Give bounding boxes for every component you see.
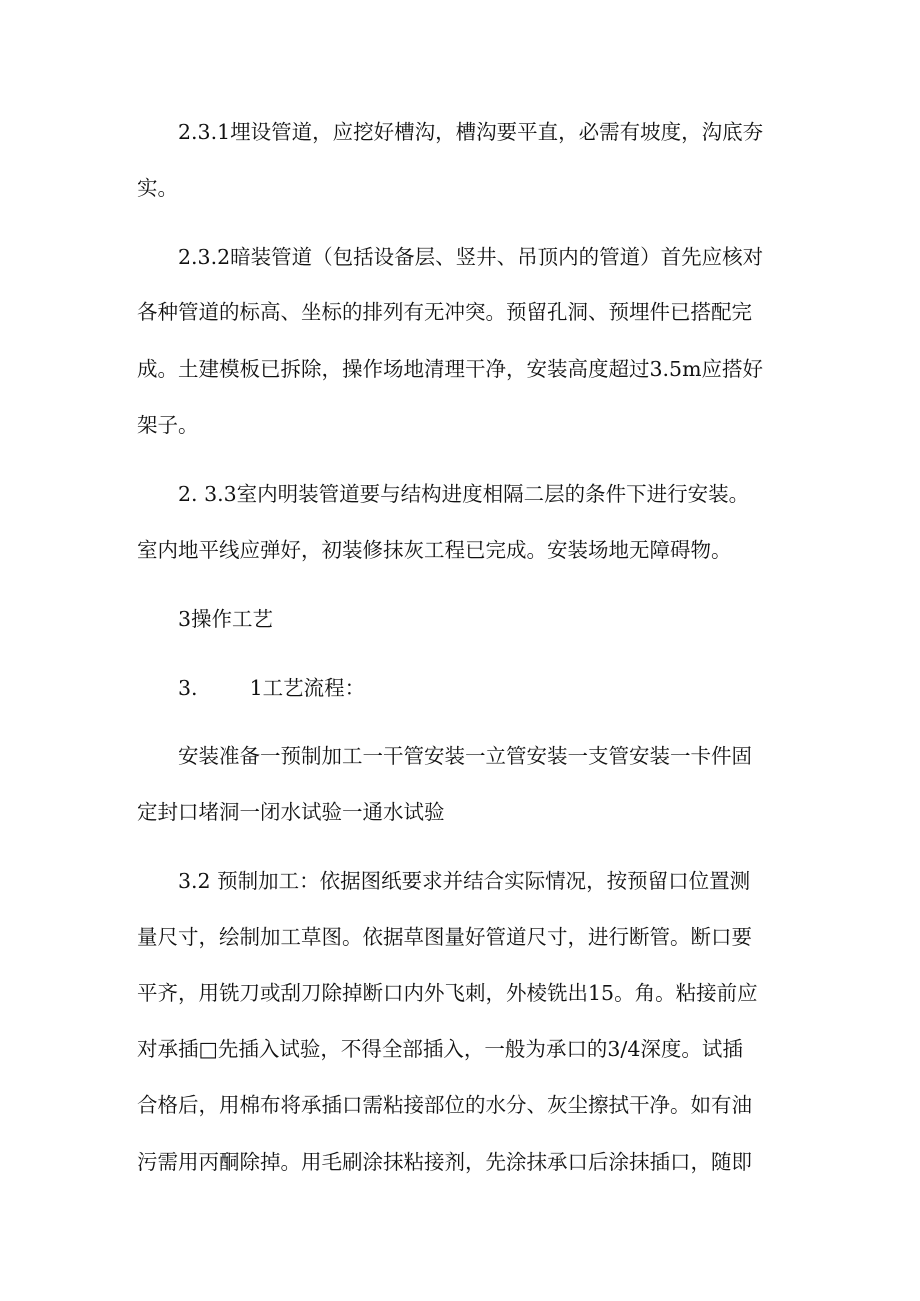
paragraph-2-3-2-line-2: 各种管道的标高、坐标的排列有无冲突。预留孔洞、预埋件已搭配完 xyxy=(137,300,752,324)
paragraph-2-3-3-line-2: 室内地平线应弹好，初装修抹灰工程已完成。安装场地无障碍物。 xyxy=(137,538,732,562)
paragraph-3-2-line-5: 合格后，用棉布将承插口需粘接部位的水分、灰尘擦拭干净。如有油 xyxy=(137,1093,752,1117)
paragraph-2-3-1-line-2: 实。 xyxy=(137,176,178,200)
paragraph-2-3-3-line-1: 2. 3.3室内明装管道要与结构进度相隔二层的条件下进行安装。 xyxy=(178,482,750,506)
heading-3-1-text: 1工艺流程： xyxy=(249,676,366,700)
heading-3-1 xyxy=(178,674,798,702)
paragraph-2-3-1-line-1: 2.3.1埋设管道，应挖好槽沟，槽沟要平直，必需有坡度，沟底夯 xyxy=(178,120,764,144)
paragraph-3-2-line-6: 污需用丙酮除掉。用毛刷涂抹粘接剂，先涂抹承口后涂抹插口，随即 xyxy=(137,1150,752,1174)
paragraph-2-3-2-line-4: 架子。 xyxy=(137,413,199,437)
process-flow-line-1: 安装准备一预制加工一干管安装一立管安装一支管安装一卡件固 xyxy=(178,744,752,768)
heading-3: 3操作工艺 xyxy=(178,607,274,631)
paragraph-3-2-line-3: 平齐，用铣刀或刮刀除掉断口内外飞刺，外棱铣出15。角。粘接前应 xyxy=(137,981,758,1005)
process-flow-line-2: 定封口堵洞一闭水试验一通水试验 xyxy=(137,800,445,824)
paragraph-3-2-line-1: 3.2 预制加工：依据图纸要求并结合实际情况，按预留口位置测 xyxy=(178,869,751,893)
paragraph-3-2-line-2: 量尺寸，绘制加工草图。依据草图量好管道尺寸，进行断管。断口要 xyxy=(137,925,752,949)
heading-3-1-number: 3. xyxy=(178,676,198,700)
paragraph-3-2-line-4: 对承插□先插入试验，不得全部插入，一般为承口的3/4深度。试插 xyxy=(137,1037,743,1061)
paragraph-2-3-2-line-1: 2.3.2暗装管道（包括设备层、竖井、吊顶内的管道）首先应核对 xyxy=(178,245,764,269)
paragraph-2-3-2-line-3: 成。土建模板已拆除，操作场地清理干净，安装高度超过3.5m应搭好 xyxy=(137,357,764,381)
